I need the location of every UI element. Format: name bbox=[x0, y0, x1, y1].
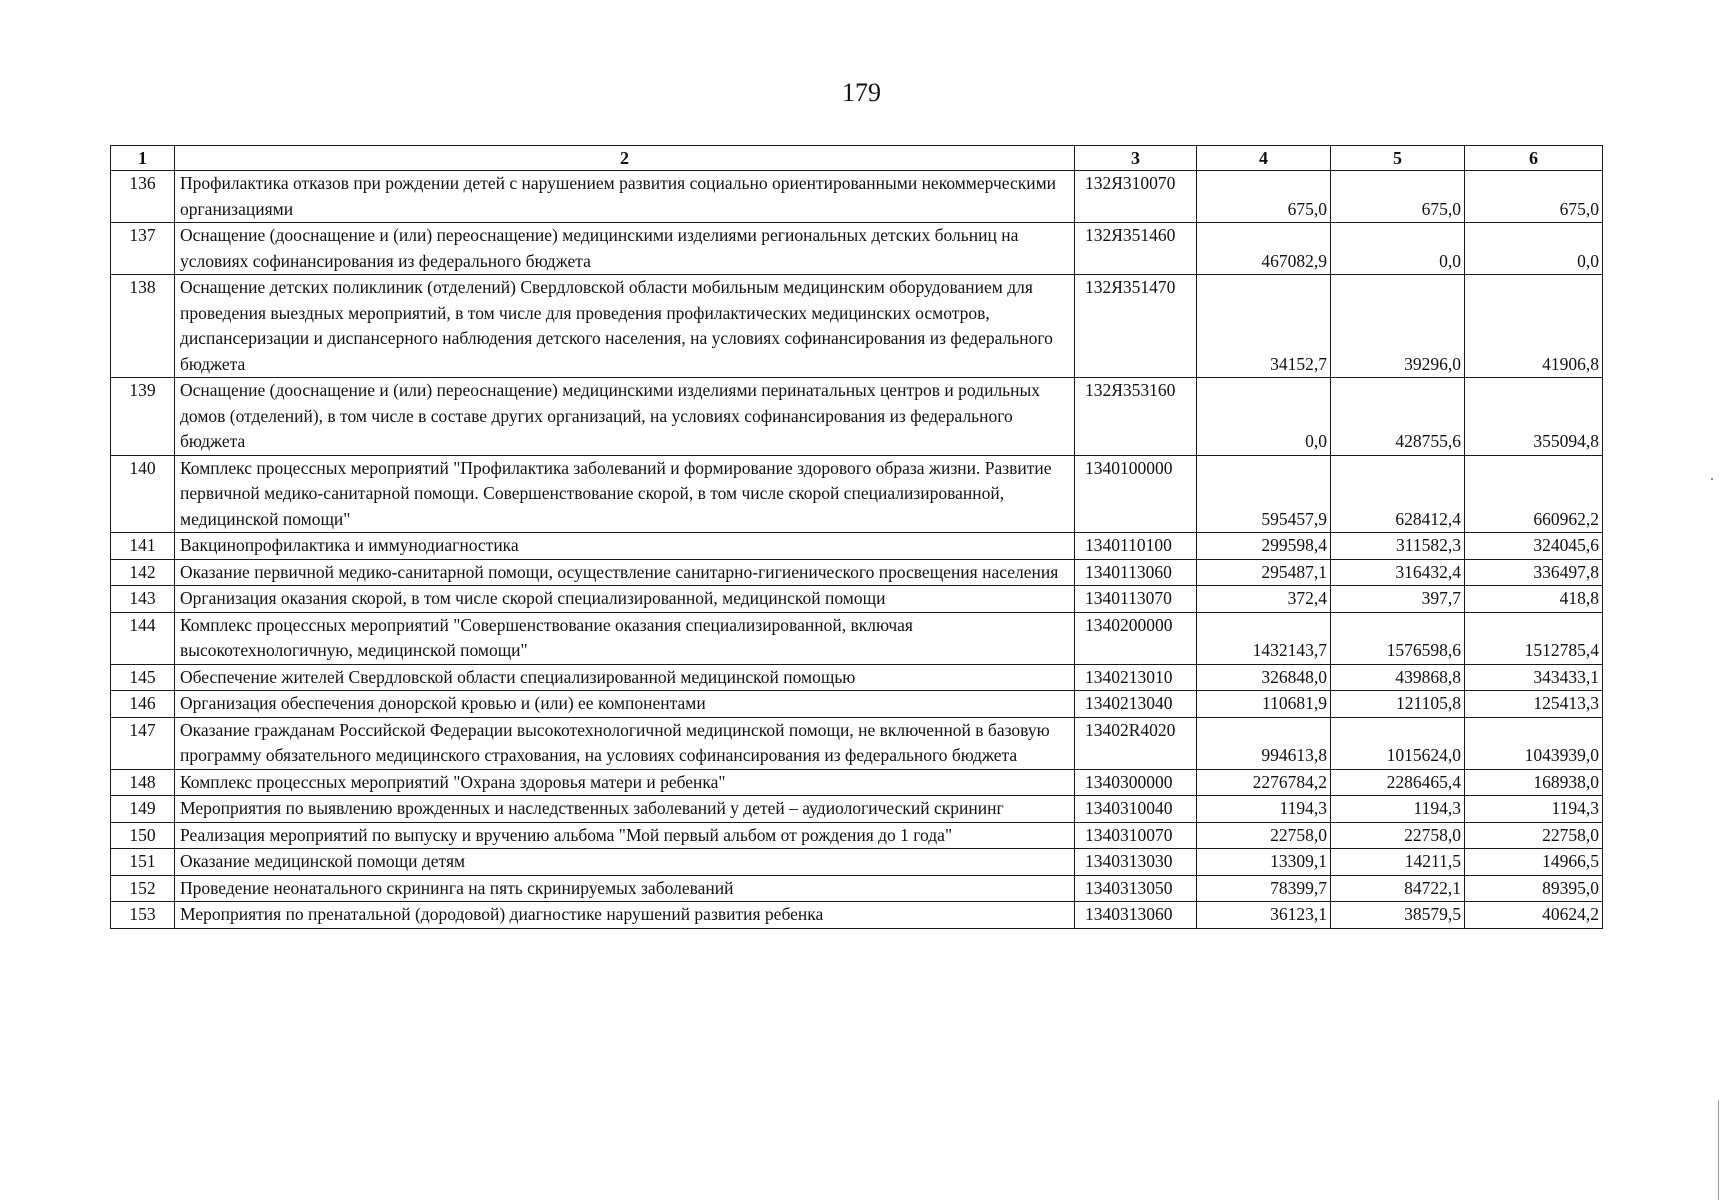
row-amount-col-6: 14966,5 bbox=[1465, 849, 1603, 876]
row-number: 144 bbox=[111, 612, 175, 664]
row-code: 132Я351470 bbox=[1075, 275, 1197, 378]
row-code: 1340300000 bbox=[1075, 769, 1197, 796]
row-amount-col-4: 595457,9 bbox=[1197, 455, 1331, 533]
row-amount-col-4: 36123,1 bbox=[1197, 902, 1331, 929]
table-row bbox=[111, 691, 1603, 718]
row-name: Комплекс процессных мероприятий "Совершенствование оказания специализированной, включая высокотехнологичную, медицинской помощи" bbox=[175, 612, 1075, 664]
row-amount-col-6: 41906,8 bbox=[1465, 275, 1603, 378]
row-code: 1340213010 bbox=[1075, 664, 1197, 691]
row-code: 1340313060 bbox=[1075, 902, 1197, 929]
scan-edge bbox=[1718, 1100, 1723, 1200]
row-number: 147 bbox=[111, 717, 175, 769]
row-name: Проведение неонатального скрининга на пять скринируемых заболеваний bbox=[175, 875, 1075, 902]
row-name: Мероприятия по выявлению врожденных и наследственных заболеваний у детей – аудиологический скрининг bbox=[175, 796, 1075, 823]
row-amount-col-5: 1015624,0 bbox=[1331, 717, 1465, 769]
header-col-5: 5 bbox=[1331, 146, 1465, 171]
table-row bbox=[111, 171, 1603, 223]
table-row bbox=[111, 223, 1603, 275]
row-amount-col-5: 22758,0 bbox=[1331, 822, 1465, 849]
table-row bbox=[111, 275, 1603, 378]
table-row bbox=[111, 769, 1603, 796]
row-amount-col-6: 125413,3 bbox=[1465, 691, 1603, 718]
header-col-1: 1 bbox=[111, 146, 175, 171]
row-amount-col-6: 660962,2 bbox=[1465, 455, 1603, 533]
row-number: 146 bbox=[111, 691, 175, 718]
row-name: Комплекс процессных мероприятий "Охрана здоровья матери и ребенка" bbox=[175, 769, 1075, 796]
row-name: Оказание гражданам Российской Федерации высокотехнологичной медицинской помощи, не включенной в базовую программу обязательного медицинского страхования, на условиях софинансирования из федерального бюджета bbox=[175, 717, 1075, 769]
row-code: 1340100000 bbox=[1075, 455, 1197, 533]
row-amount-col-4: 13309,1 bbox=[1197, 849, 1331, 876]
row-number: 142 bbox=[111, 559, 175, 586]
row-amount-col-5: 628412,4 bbox=[1331, 455, 1465, 533]
row-amount-col-6: 0,0 bbox=[1465, 223, 1603, 275]
row-amount-col-4: 295487,1 bbox=[1197, 559, 1331, 586]
table-row bbox=[111, 586, 1603, 613]
row-amount-col-6: 1043939,0 bbox=[1465, 717, 1603, 769]
row-code: 1340313050 bbox=[1075, 875, 1197, 902]
row-code: 132Я353160 bbox=[1075, 378, 1197, 456]
row-amount-col-4: 34152,7 bbox=[1197, 275, 1331, 378]
row-name: Мероприятия по пренатальной (дородовой) диагностике нарушений развития ребенка bbox=[175, 902, 1075, 929]
row-amount-col-6: 336497,8 bbox=[1465, 559, 1603, 586]
row-code: 1340213040 bbox=[1075, 691, 1197, 718]
row-amount-col-5: 316432,4 bbox=[1331, 559, 1465, 586]
header-col-3: 3 bbox=[1075, 146, 1197, 171]
row-number: 150 bbox=[111, 822, 175, 849]
row-name: Оснащение (дооснащение и (или) переоснащение) медицинскими изделиями региональных детских больниц на условиях софинансирования из федерального бюджета bbox=[175, 223, 1075, 275]
row-name: Организация обеспечения донорской кровью и (или) ее компонентами bbox=[175, 691, 1075, 718]
table-row bbox=[111, 559, 1603, 586]
row-amount-col-6: 355094,8 bbox=[1465, 378, 1603, 456]
row-amount-col-5: 84722,1 bbox=[1331, 875, 1465, 902]
table-row bbox=[111, 849, 1603, 876]
row-code: 1340113070 bbox=[1075, 586, 1197, 613]
row-amount-col-4: 2276784,2 bbox=[1197, 769, 1331, 796]
row-number: 137 bbox=[111, 223, 175, 275]
row-amount-col-6: 1512785,4 bbox=[1465, 612, 1603, 664]
scan-mark bbox=[1711, 478, 1713, 480]
row-amount-col-4: 299598,4 bbox=[1197, 533, 1331, 560]
row-amount-col-5: 675,0 bbox=[1331, 171, 1465, 223]
row-amount-col-4: 1432143,7 bbox=[1197, 612, 1331, 664]
table-row bbox=[111, 822, 1603, 849]
row-number: 153 bbox=[111, 902, 175, 929]
row-number: 149 bbox=[111, 796, 175, 823]
row-amount-col-6: 675,0 bbox=[1465, 171, 1603, 223]
row-code: 1340200000 bbox=[1075, 612, 1197, 664]
row-name: Профилактика отказов при рождении детей с нарушением развития социально ориентированными некоммерческими организациями bbox=[175, 171, 1075, 223]
row-number: 136 bbox=[111, 171, 175, 223]
row-number: 138 bbox=[111, 275, 175, 378]
row-amount-col-4: 372,4 bbox=[1197, 586, 1331, 613]
row-amount-col-4: 78399,7 bbox=[1197, 875, 1331, 902]
row-number: 148 bbox=[111, 769, 175, 796]
row-amount-col-5: 397,7 bbox=[1331, 586, 1465, 613]
row-name: Вакцинопрофилактика и иммунодиагностика bbox=[175, 533, 1075, 560]
row-amount-col-6: 324045,6 bbox=[1465, 533, 1603, 560]
table-body bbox=[111, 171, 1603, 929]
row-code: 13402R4020 bbox=[1075, 717, 1197, 769]
header-col-2: 2 bbox=[175, 146, 1075, 171]
row-amount-col-6: 168938,0 bbox=[1465, 769, 1603, 796]
page-number: 179 bbox=[842, 78, 881, 107]
row-amount-col-6: 89395,0 bbox=[1465, 875, 1603, 902]
row-amount-col-4: 675,0 bbox=[1197, 171, 1331, 223]
row-number: 152 bbox=[111, 875, 175, 902]
row-code: 1340310070 bbox=[1075, 822, 1197, 849]
table-row bbox=[111, 796, 1603, 823]
row-amount-col-4: 326848,0 bbox=[1197, 664, 1331, 691]
row-name: Оказание медицинской помощи детям bbox=[175, 849, 1075, 876]
row-name: Оснащение (дооснащение и (или) переоснащение) медицинскими изделиями перинатальных центров и родильных домов (отделений), в том числе в составе других организаций, на условиях софинансирования из федерального бюджета bbox=[175, 378, 1075, 456]
header-col-4: 4 bbox=[1197, 146, 1331, 171]
row-amount-col-4: 110681,9 bbox=[1197, 691, 1331, 718]
row-amount-col-6: 418,8 bbox=[1465, 586, 1603, 613]
row-name: Комплекс процессных мероприятий "Профилактика заболеваний и формирование здорового образа жизни. Развитие первичной медико-санитарной помощи. Совершенствование скорой, в том числе скорой специализированной, медицинской помощи" bbox=[175, 455, 1075, 533]
row-name: Оказание первичной медико-санитарной помощи, осуществление санитарно-гигиенического просвещения населения bbox=[175, 559, 1075, 586]
row-amount-col-6: 1194,3 bbox=[1465, 796, 1603, 823]
budget-table bbox=[110, 145, 1603, 929]
header-col-6: 6 bbox=[1465, 146, 1603, 171]
table-row bbox=[111, 455, 1603, 533]
row-code: 1340110100 bbox=[1075, 533, 1197, 560]
row-amount-col-4: 467082,9 bbox=[1197, 223, 1331, 275]
row-code: 132Я351460 bbox=[1075, 223, 1197, 275]
table-row bbox=[111, 875, 1603, 902]
row-amount-col-5: 311582,3 bbox=[1331, 533, 1465, 560]
row-amount-col-4: 22758,0 bbox=[1197, 822, 1331, 849]
row-amount-col-5: 14211,5 bbox=[1331, 849, 1465, 876]
row-amount-col-4: 1194,3 bbox=[1197, 796, 1331, 823]
row-amount-col-5: 439868,8 bbox=[1331, 664, 1465, 691]
row-amount-col-5: 0,0 bbox=[1331, 223, 1465, 275]
table-row bbox=[111, 612, 1603, 664]
row-number: 145 bbox=[111, 664, 175, 691]
row-amount-col-5: 38579,5 bbox=[1331, 902, 1465, 929]
row-number: 151 bbox=[111, 849, 175, 876]
row-amount-col-6: 22758,0 bbox=[1465, 822, 1603, 849]
row-name: Организация оказания скорой, в том числе скорой специализированной, медицинской помощи bbox=[175, 586, 1075, 613]
table-row bbox=[111, 664, 1603, 691]
row-amount-col-5: 121105,8 bbox=[1331, 691, 1465, 718]
row-amount-col-4: 994613,8 bbox=[1197, 717, 1331, 769]
row-code: 1340310040 bbox=[1075, 796, 1197, 823]
row-amount-col-6: 343433,1 bbox=[1465, 664, 1603, 691]
row-name: Реализация мероприятий по выпуску и вручению альбома "Мой первый альбом от рождения до 1 года" bbox=[175, 822, 1075, 849]
table-row bbox=[111, 378, 1603, 456]
row-amount-col-5: 1194,3 bbox=[1331, 796, 1465, 823]
row-name: Оснащение детских поликлиник (отделений) Свердловской области мобильным медицинским оборудованием для проведения выездных мероприятий, в том числе для проведения профилактических медицинских осмотров, диспансеризации и диспансерного наблюдения детского населения, на условиях софинансирования из федерального бюджета bbox=[175, 275, 1075, 378]
row-name: Обеспечение жителей Свердловской области специализированной медицинской помощью bbox=[175, 664, 1075, 691]
row-amount-col-5: 2286465,4 bbox=[1331, 769, 1465, 796]
table-header-row bbox=[111, 146, 1603, 171]
table-row bbox=[111, 717, 1603, 769]
row-amount-col-4: 0,0 bbox=[1197, 378, 1331, 456]
row-number: 140 bbox=[111, 455, 175, 533]
row-amount-col-5: 39296,0 bbox=[1331, 275, 1465, 378]
row-amount-col-5: 1576598,6 bbox=[1331, 612, 1465, 664]
row-amount-col-6: 40624,2 bbox=[1465, 902, 1603, 929]
row-code: 132Я310070 bbox=[1075, 171, 1197, 223]
row-code: 1340113060 bbox=[1075, 559, 1197, 586]
row-code: 1340313030 bbox=[1075, 849, 1197, 876]
table-row bbox=[111, 533, 1603, 560]
row-number: 141 bbox=[111, 533, 175, 560]
row-number: 143 bbox=[111, 586, 175, 613]
table-row bbox=[111, 902, 1603, 929]
row-number: 139 bbox=[111, 378, 175, 456]
row-amount-col-5: 428755,6 bbox=[1331, 378, 1465, 456]
